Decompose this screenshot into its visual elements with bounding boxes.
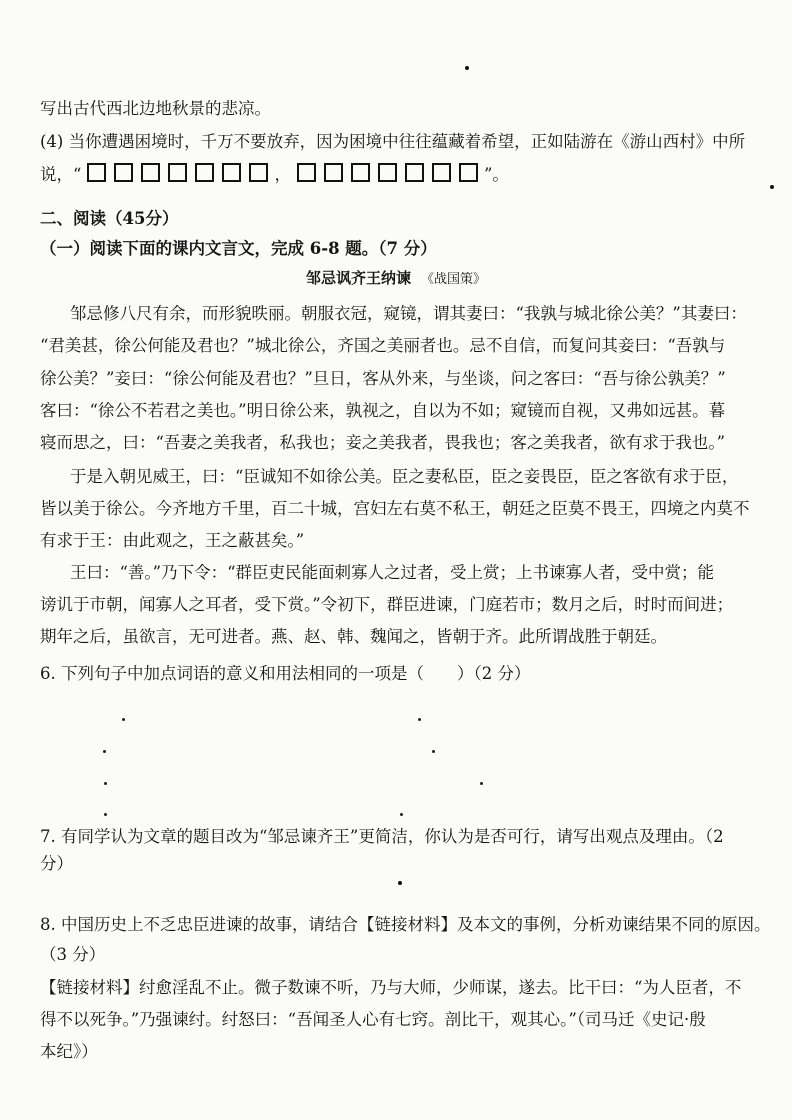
emphasis-dot <box>400 813 403 816</box>
q4-answer-boxes-first[interactable] <box>81 163 272 186</box>
q6-stem: 6. 下列句子中加点词语的意义和用法相同的一项是（ ）（2 分） <box>40 664 531 683</box>
passage-line: 有求于王：由此观之，王之蔽甚矣。” <box>40 531 305 550</box>
scan-speck <box>465 66 469 70</box>
q8-prompt-cont: （3 分） <box>40 945 106 964</box>
answer-box <box>351 163 370 182</box>
passage-line: 王曰：“善。”乃下令：“群臣吏民能面刺寡人之过者，受上赏；上书谏寡人者，受中赏；能 <box>70 563 715 582</box>
q4-answer-suffix: ”。 <box>483 165 509 184</box>
answer-box <box>87 163 106 182</box>
answer-box <box>378 163 397 182</box>
emphasis-dot <box>104 813 107 816</box>
passage-line: 于是入朝见威王，曰：“臣诚知不如徐公美。臣之妻私臣，臣之妾畏臣，臣之客欲有求于臣， <box>70 467 739 486</box>
emphasis-dot <box>418 718 421 721</box>
emphasis-dot <box>104 782 107 785</box>
answer-box <box>459 163 478 182</box>
linked-material-line: 【链接材料】纣愈淫乱不止。微子数谏不听，乃与大师，少师谋，遂去。比干曰：“为人臣者，不 <box>40 978 742 997</box>
section-subheading: （一）阅读下面的课内文言文，完成 6-8 题。（7 分） <box>40 239 437 258</box>
answer-box <box>114 163 133 182</box>
section-heading: 二、阅读（45分） <box>40 209 179 228</box>
passage-title <box>0 267 792 291</box>
linked-material-line: 得不以死争。”乃强谏纣。纣怒曰：“吾闻圣人心有七窍。剖比干，观其心。”（司马迁《史记·殷 <box>40 1010 706 1029</box>
emphasis-dot <box>122 718 125 721</box>
answer-box <box>297 163 316 182</box>
answer-box <box>195 163 214 182</box>
answer-box <box>432 163 451 182</box>
passage-line: 期年之后，虽欲言，无可进者。燕、赵、韩、魏闻之，皆朝于齐。此所谓战胜于朝廷。 <box>40 627 667 646</box>
passage-source: 《战国策》 <box>421 272 487 287</box>
q4-answer-line <box>40 163 775 186</box>
answer-box <box>249 163 268 182</box>
passage-line: 邹忌修八尺有余，而形貌昳丽。朝服衣冠，窥镜，谓其妻曰：“我孰与城北徐公美？”其妻曰： <box>70 304 747 323</box>
q4-answer-comma: ， <box>274 165 291 184</box>
q4-previous-line: 写出古代西北边地秋景的悲凉。 <box>40 99 271 118</box>
answer-box <box>324 163 343 182</box>
emphasis-dot <box>480 782 483 785</box>
passage-line: 徐公美？”妾曰：“徐公何能及君也？”旦日，客从外来，与坐谈，问之客曰：“吾与徐公孰美？” <box>40 369 726 388</box>
linked-material-line: 本纪》） <box>40 1042 98 1061</box>
answer-box <box>141 163 160 182</box>
q4-prompt: (4) 当你遭遇困境时，千万不要放弃，因为困境中往往蕴藏着希望，正如陆游在《游山西村》中所 <box>40 132 746 151</box>
emphasis-dot <box>432 750 435 753</box>
q8-prompt: 8. 中国历史上不乏忠臣进谏的故事，请结合【链接材料】及本文的事例，分析劝谏结果不同的原因。 <box>40 915 771 934</box>
emphasis-dot <box>103 750 106 753</box>
q4-answer-boxes-second[interactable] <box>293 163 482 186</box>
answer-box <box>168 163 187 182</box>
q4-answer-prefix: 说，“ <box>40 165 82 184</box>
passage-line: 谤讥于市朝，闻寡人之耳者，受下赏。”令初下，群臣进谏，门庭若市；数月之后，时时而间进； <box>40 595 734 614</box>
passage-line: 寝而思之，曰：“吾妻之美我者，私我也；妾之美我者，畏我也；客之美我者，欲有求于我也。” <box>40 433 726 452</box>
passage-line: 客曰：“徐公不若君之美也。”明日徐公来，孰视之，自以为不如；窥镜而自视，又弗如远甚。暮 <box>40 401 726 420</box>
q7-prompt-cont: 分） <box>40 854 73 873</box>
passage-line: “君美甚，徐公何能及君也？”城北徐公，齐国之美丽者也。忌不自信，而复问其妾曰：“吾孰与 <box>40 336 726 355</box>
passage-line: 皆以美于徐公。今齐地方千里，百二十城，宫妇左右莫不私王，朝廷之臣莫不畏王，四境之内莫不 <box>40 499 750 518</box>
answer-box <box>222 163 241 182</box>
q7-prompt: 7. 有同学认为文章的题目改为“邹忌谏齐王”更简洁，你认为是否可行，请写出观点及理由。（2 <box>40 827 724 846</box>
answer-box <box>405 163 424 182</box>
passage-title-text: 邹忌讽齐王纳谏 <box>305 269 411 287</box>
scan-speck <box>398 881 402 885</box>
